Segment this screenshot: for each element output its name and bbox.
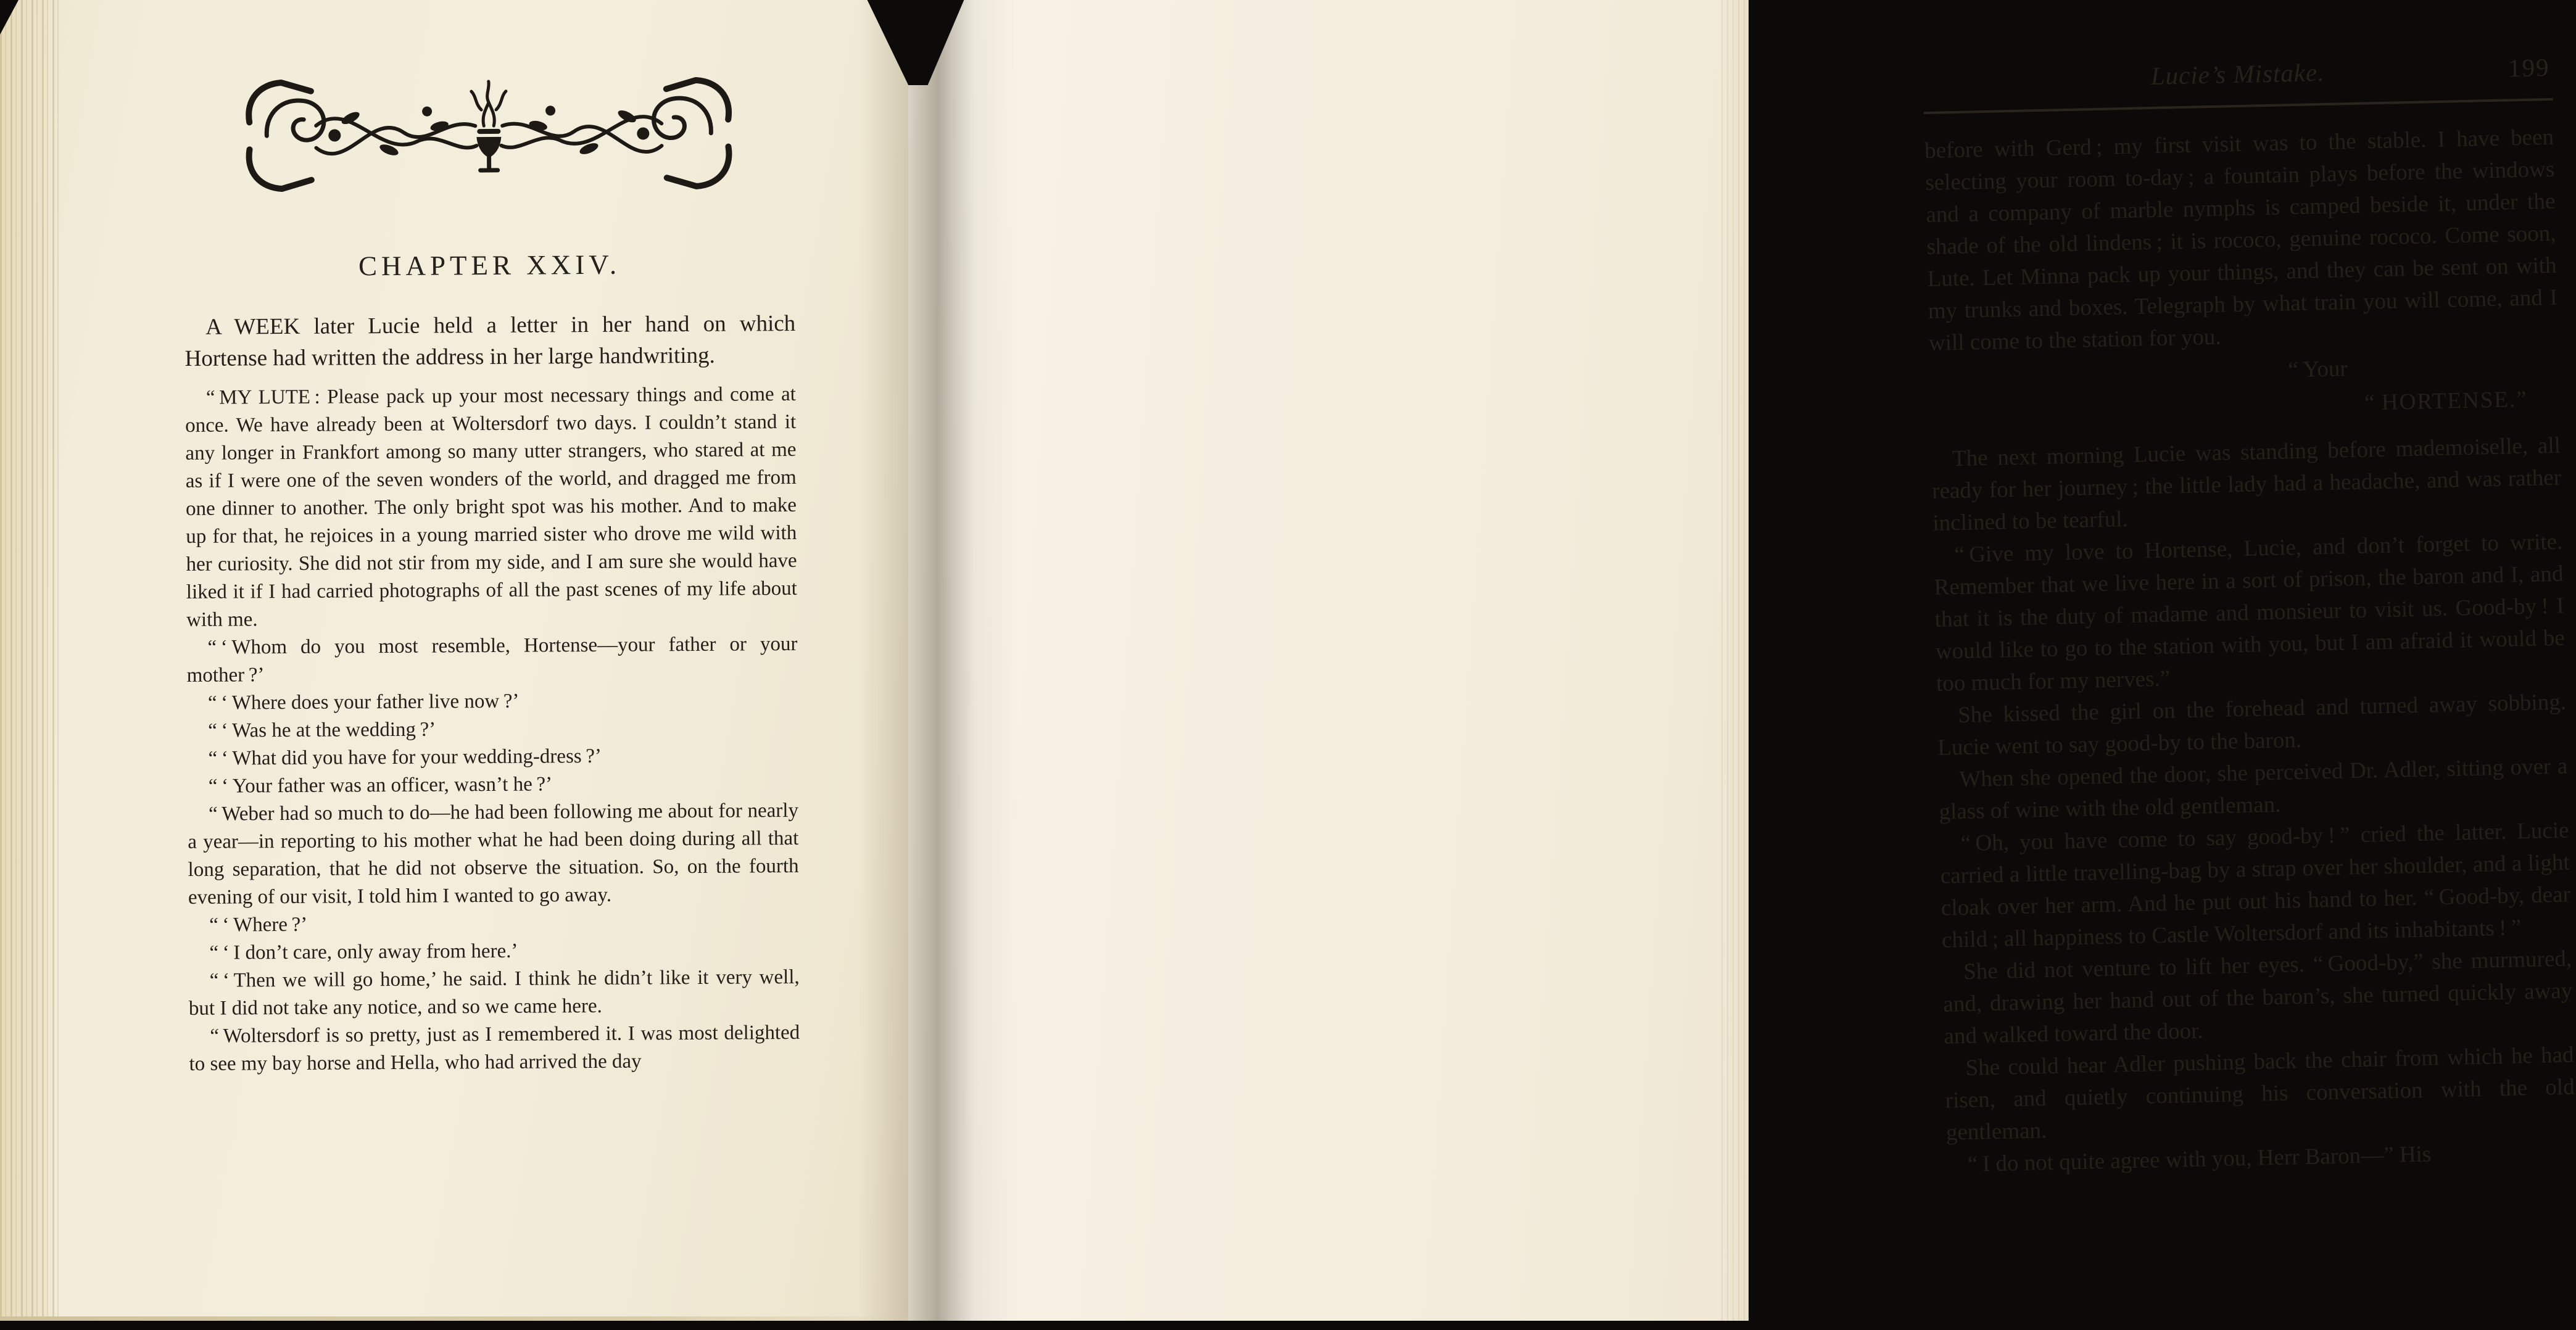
right-page-text (1924, 122, 2576, 1181)
paragraph: “ ‘ I don’t care, only away from here.’ (209, 940, 518, 964)
paragraph: “ ‘ What did you have for your wedding-dress ?’ (208, 745, 602, 770)
paragraph: “ ‘ Your father was an officer, wasn’t he ?’ (208, 773, 553, 798)
paragraph: “ ‘ Where ?’ (209, 913, 308, 936)
right-page-content (1921, 0, 2576, 1181)
chapter-heading: CHAPTER XXIV. (358, 249, 621, 282)
paragraph: She could hear Adler pushing back the chair from which he had risen, and quietly continuing his conversation with the old gentleman. (1945, 1042, 2575, 1146)
paragraph: “ Give my love to Hortense, Lucie, and don’t forget to write. Remember that we live here in a sort of prison, the baron and I, and that it is the duty of madame and monsieur to visit us. Good-by ! I would like to go to the station with you, but I am afraid it would be too much for my nerves.” (1934, 529, 2566, 696)
paragraph: She kissed the girl on the forehead and turned away sobbing. Lucie went to say good-by to the baron. (1937, 689, 2567, 761)
paragraph: “ Your (2288, 356, 2348, 383)
page-number: 199 (2508, 52, 2550, 83)
left-page-edge-stack (0, 0, 59, 1321)
paragraph: “ ‘ Where does your father live now ?’ (207, 690, 520, 714)
bottom-page-edge (0, 1316, 926, 1321)
chapter-headpiece-ornament-icon (242, 72, 736, 198)
left-page (0, 0, 908, 1330)
header-rule (1924, 98, 2553, 114)
photo-bottom-border (0, 1321, 1749, 1330)
paragraph: “ ‘ Whom do you most resemble, Hortense—your father or your mother ?’ (186, 632, 798, 687)
paragraph: “ HORTENSE.” (2364, 386, 2528, 416)
paragraph: “ I do not quite agree with you, Herr Baron—” His (1967, 1141, 2432, 1177)
paragraph: “ Weber had so much to do—he had been following me about for nearly a year—in reporting to his mother what he had been doing during all that long separation, that he did not observe the situation. So, on the fourth evening of our visit, I told him I wanted to go away. (188, 799, 799, 909)
paragraph: “ Woltersdorf is so pretty, just as I remembered it. I was most delighted to see my bay horse and Hella, who had arrived the day (189, 1021, 800, 1075)
paragraph: A WEEK later Lucie held a letter in her hand on which Hortense had written the address in her large handwriting. (184, 310, 796, 372)
paragraph: She did not venture to lift her eyes. “ Good-by,” she murmured, and, drawing her hand out of the baron’s, she turned quickly away and walked toward the door. (1942, 946, 2573, 1049)
running-header-title: Lucie’s Mistake. (2150, 57, 2325, 91)
book-gutter-shadow (859, 0, 1019, 1330)
paragraph: before with Gerd ; my first visit was to the stable. I have been selecting your room to-day ; a fountain plays before the windows and a company of marble nymphs is camped beside it, under the shade of the old lindens ; it is rococo, genuine rococo. Come soon, Lute. Let Minna pack up your things, and they can be sent on with my trunks and boxes. Telegraph by what train you will come, and I will come to the station for you. (1924, 124, 2558, 356)
right-page-edge-stack (1721, 0, 1749, 1321)
left-page-content (183, 0, 800, 1078)
paragraph: “ ‘ Was he at the wedding ?’ (208, 718, 436, 742)
paragraph: When she opened the door, she perceived Dr. Adler, sitting over a glass of wine with the old gentleman. (1939, 753, 2568, 825)
running-header (1923, 52, 2553, 98)
paragraph: The next morning Lucie was standing before mademoiselle, all ready for her journey ; the little lady had a headache, and was rather inclined to be tearful. (1931, 432, 2562, 536)
paragraph: “ ‘ Then we will go home,’ he said. I think he didn’t like it very well, but I did not take any notice, and so we came here. (188, 965, 800, 1020)
right-page (908, 0, 2575, 1330)
left-page-text (184, 308, 800, 1078)
paragraph: “ MY LUTE : Please pack up your most necessary things and come at once. We have already been at Woltersdorf two days. I couldn’t stand it any longer in Frankfort among so many utter strangers, who stared at me as if I were one of the seven wonders of the world, and dragged me from one dinner to another. The only bright spot was his mother. And to make up for that, he rejoices in a young married sister who drove me wild with her curiosity. She did not stir from my side, and I am sure she would have liked it if I had carried photographs of all the past scenes of my life about with me. (185, 382, 797, 632)
paragraph: “ Oh, you have come to say good-by ! ” cried the latter. Lucie carried a little travelling-bag by a strap over her shoulder, and a light cloak over her arm. And he put out his hand to her. “ Good-by, dear child ; all happiness to Castle Woltersdorf and its inhabitants ! ” (1940, 817, 2571, 953)
